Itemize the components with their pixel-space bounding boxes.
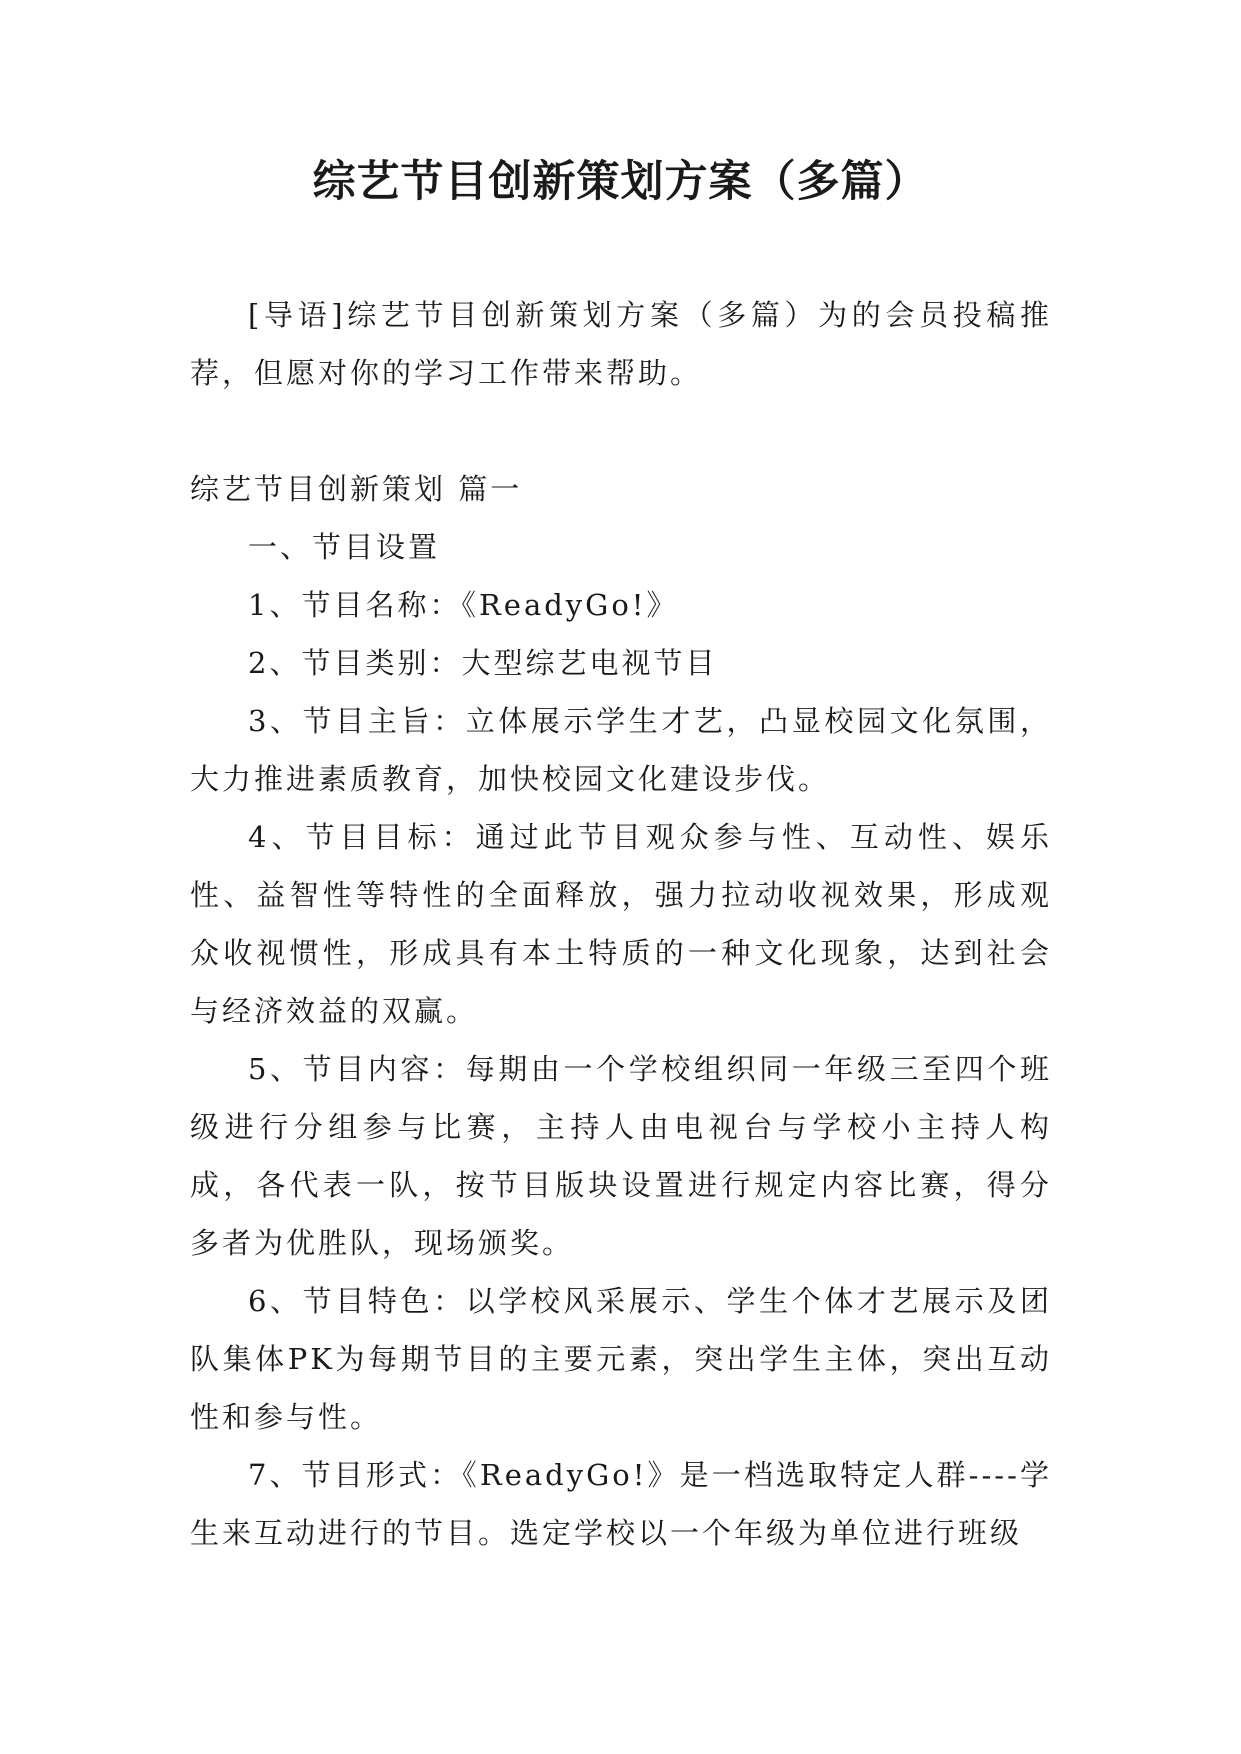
- item-paragraph: 1、节目名称：《ReadyGo!》: [248, 588, 679, 622]
- document-title: 综艺节目创新策划方案（多篇）: [312, 157, 929, 207]
- item-paragraph: 2、节目类别：大型综艺电视节目: [248, 646, 718, 680]
- item-paragraph: 4、节目目标：通过此节目观众参与性、互动性、娱乐性、益智性等特性的全面释放，强力拉动收视效果，形成观众收视惯性，形成具有本土特质的一种文化现象，达到社会与经济效益的双赢。: [190, 820, 1052, 1028]
- item-paragraph: 3、节目主旨：立体展示学生才艺，凸显校园文化氛围，大力推进素质教育，加快校园文化建设步伐。: [190, 704, 1052, 796]
- subheading: 一、节目设置: [248, 530, 441, 564]
- item-paragraph: 6、节目特色：以学校风采展示、学生个体才艺展示及团队集体PK为每期节目的主要元素，突出学生主体，突出互动性和参与性。: [190, 1284, 1052, 1434]
- intro-paragraph: [导语]综艺节目创新策划方案（多篇）为的会员投稿推荐，但愿对你的学习工作带来帮助。: [190, 298, 1052, 390]
- section-heading: 综艺节目创新策划 篇一: [190, 472, 523, 506]
- document-body: [190, 286, 1052, 1562]
- item-paragraph: 5、节目内容：每期由一个学校组织同一年级三至四个班级进行分组参与比赛，主持人由电视台与学校小主持人构成，各代表一队，按节目版块设置进行规定内容比赛，得分多者为优胜队，现场颁奖。: [190, 1052, 1052, 1260]
- item-paragraph: 7、节目形式：《ReadyGo!》是一档选取特定人群----学生来互动进行的节目。选定学校以一个年级为单位进行班级: [190, 1458, 1052, 1550]
